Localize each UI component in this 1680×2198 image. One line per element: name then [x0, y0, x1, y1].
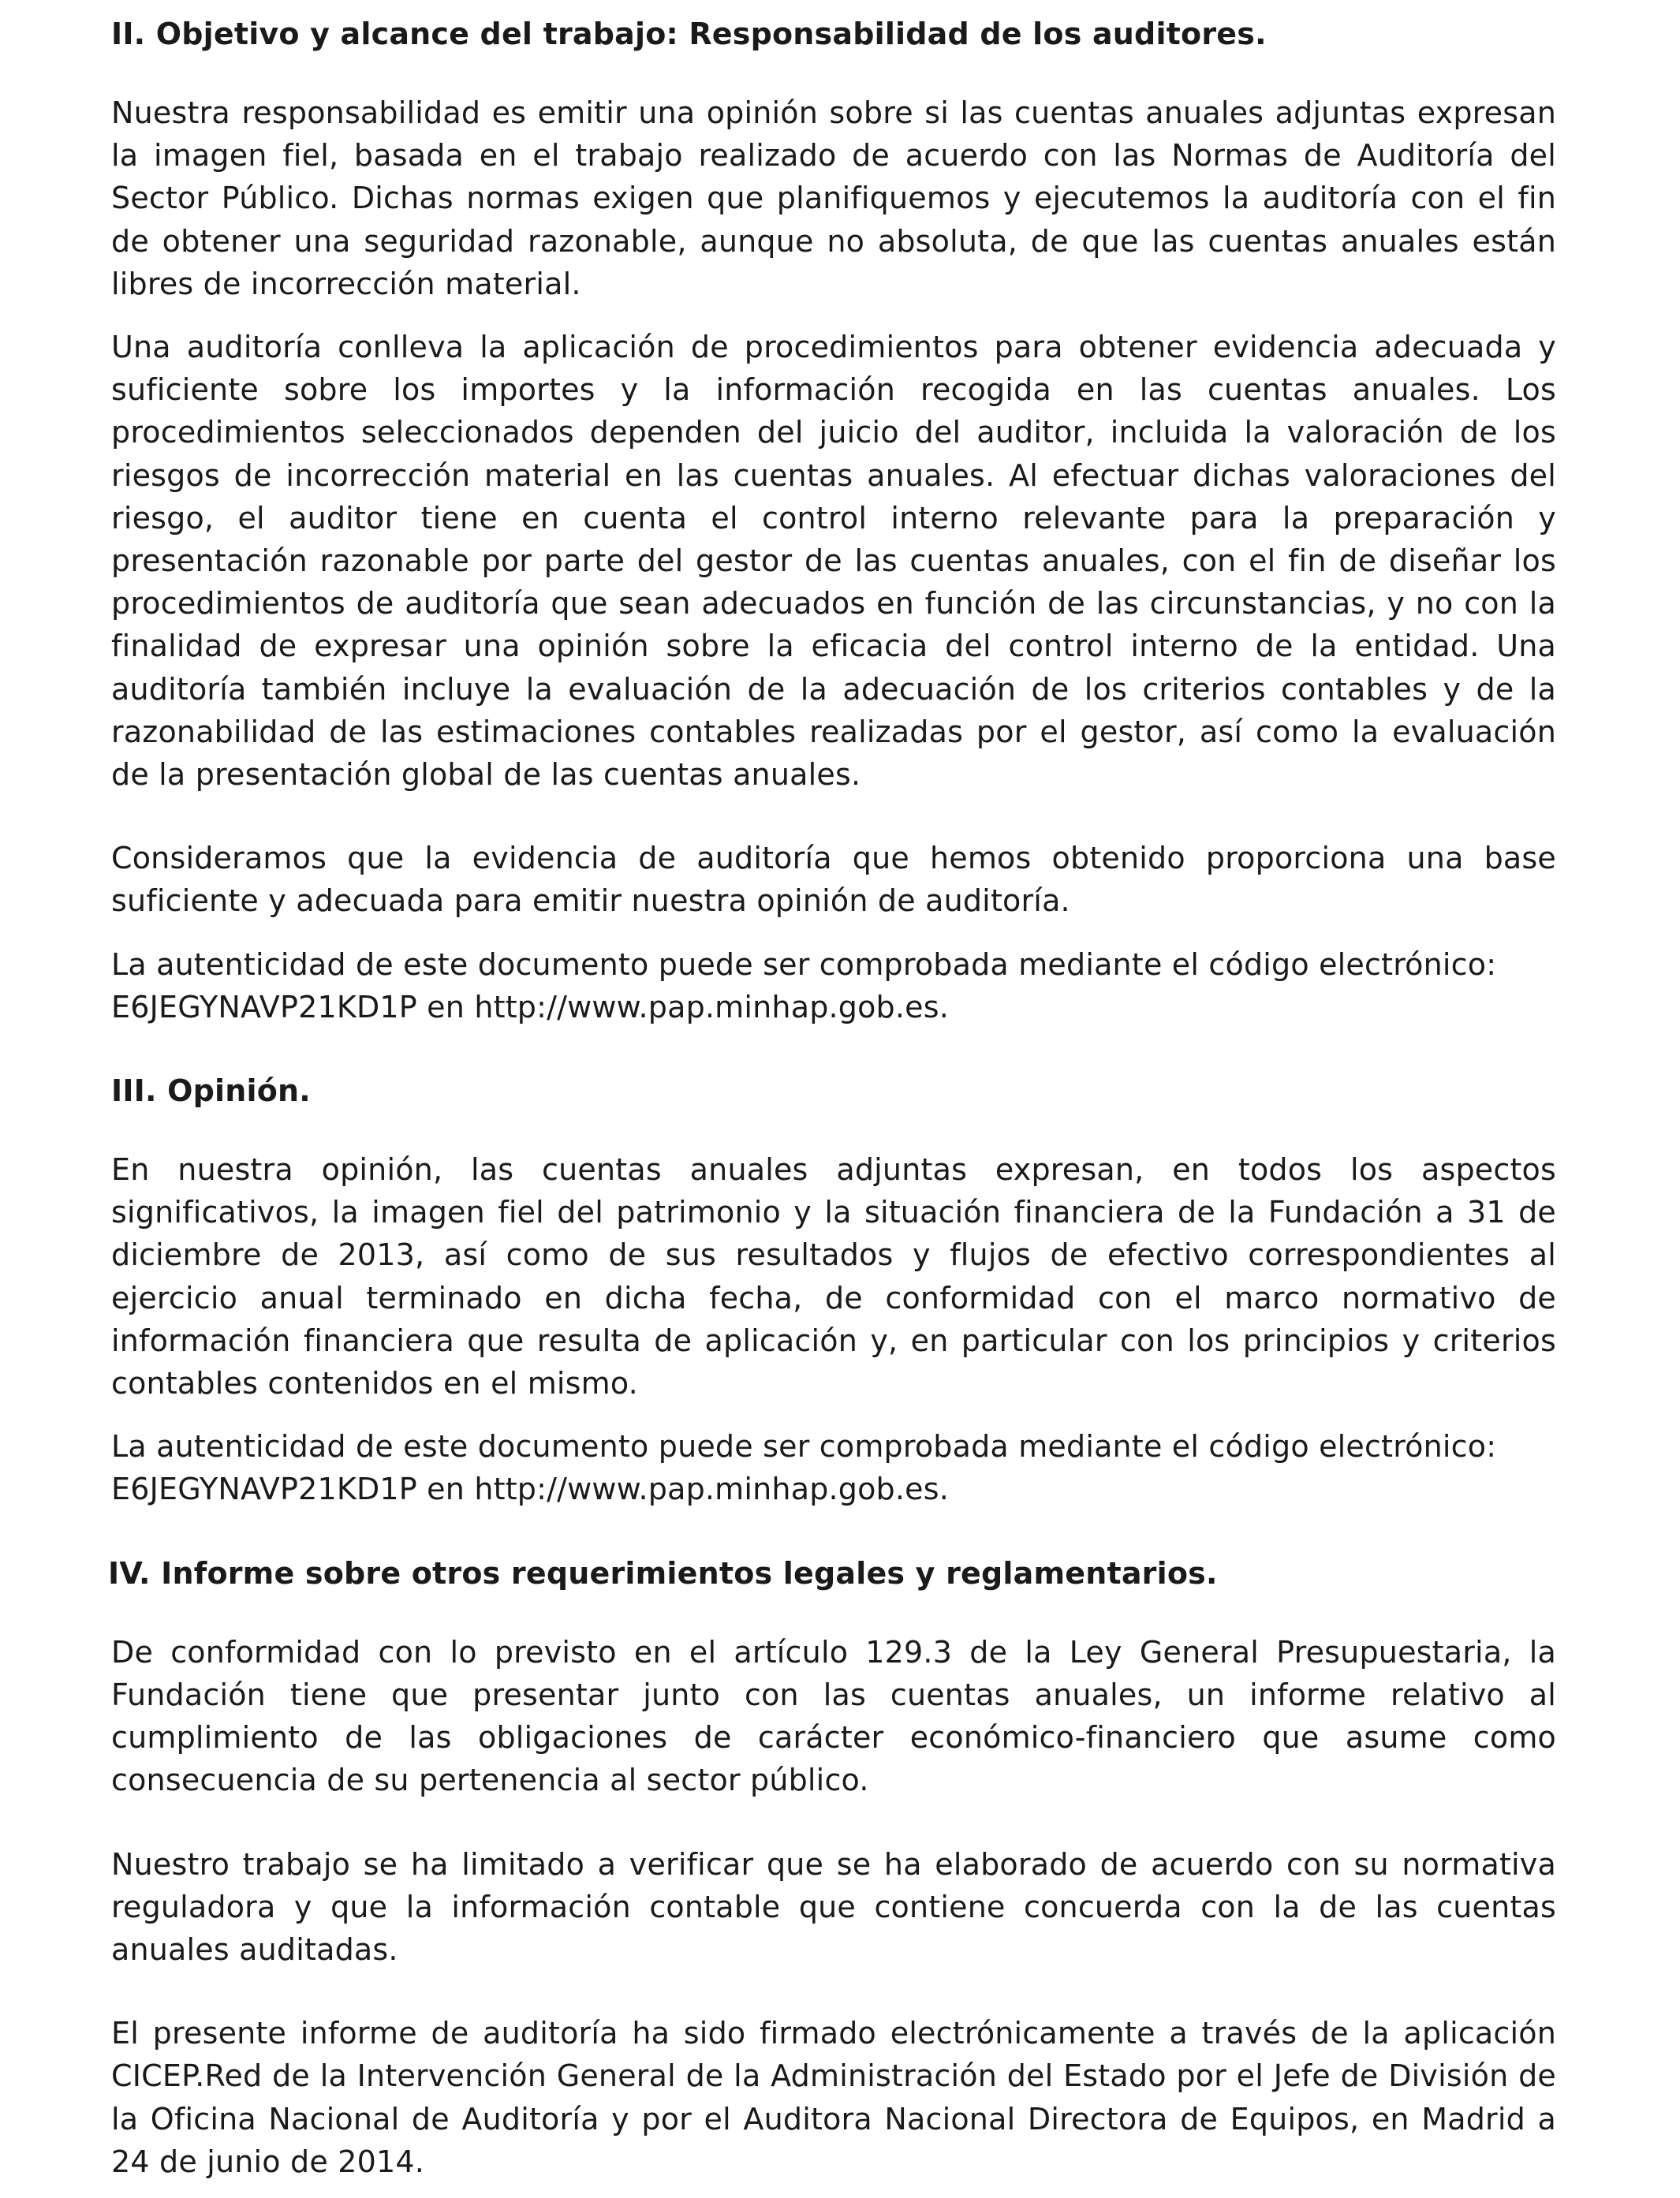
- section-3-paragraph-1: En nuestra opinión, las cuentas anuales adjuntas expresan, en todos los aspectos significativos, la imagen fiel del patrimonio y la situación financiera de la Fundación a 31 de diciembre de 2013, así como de sus resultados y flujos de efectivo correspondientes al ejercicio anual terminado en dicha fecha, de conformidad con el marco normativo de información financiera que resulta de aplicación y, en particular con los principios y criterios contables contenidos en el mismo.: [111, 1152, 1556, 1401]
- section-3-authenticity-note: [111, 1425, 1556, 1510]
- authenticity-text: La autenticidad de este documento puede ser comprobada mediante el código electrónico:: [111, 1429, 1497, 1465]
- section-3-heading: III. Opinión.: [111, 1073, 311, 1109]
- section-4-heading: IV. Informe sobre otros requerimientos legales y reglamentarios.: [108, 1555, 1218, 1591]
- section-4-paragraph-1: De conformidad con lo previsto en el artículo 129.3 de la Ley General Presupuestaria, la Fundación tiene que presentar junto con las cuentas anuales, un informe relativo al cumplimiento de las obligaciones de carácter económico-financiero que asume como consecuencia de su pertenencia al sector público.: [111, 1634, 1556, 1798]
- authenticity-text: La autenticidad de este documento puede ser comprobada mediante el código electrónico:: [111, 946, 1497, 982]
- section-2-authenticity-note: [111, 943, 1556, 1028]
- authenticity-code: E6JEGYNAVP21KD1P en http://www.pap.minhap.gob.es.: [111, 989, 950, 1024]
- section-2-paragraph-2: Una auditoría conlleva la aplicación de procedimientos para obtener evidencia adecuada y suficiente sobre los importes y la información recogida en las cuentas anuales. Los procedimientos seleccionados dependen del juicio del auditor, incluida la valoración de los riesgos de incorrección material en las cuentas anuales. Al efectuar dichas valoraciones del riesgo, el auditor tiene en cuenta el control interno relevante para la preparación y presentación razonable por parte del gestor de las cuentas anuales, con el fin de diseñar los procedimientos de auditoría que sean adecuados en función de las circunstancias, y no con la finalidad de expresar una opinión sobre la eficacia del control interno de la entidad. Una auditoría también incluye la evaluación de la adecuación de los criterios contables y de la razonabilidad de las estimaciones contables realizadas por el gestor, así como la evaluación de la presentación global de las cuentas anuales.: [111, 330, 1556, 793]
- section-4-paragraph-3: El presente informe de auditoría ha sido firmado electrónicamente a través de la aplicación CICEP.Red de la Intervención General de la Administración del Estado por el Jefe de División de la Oficina Nacional de Auditoría y por el Auditora Nacional Directora de Equipos, en Madrid a 24 de junio de 2014.: [111, 2016, 1556, 2179]
- section-2-paragraph-3: Consideramos que la evidencia de auditoría que hemos obtenido proporciona una base suficiente y adecuada para emitir nuestra opinión de auditoría.: [111, 841, 1556, 919]
- section-2-paragraph-1: Nuestra responsabilidad es emitir una opinión sobre si las cuentas anuales adjuntas expresan la imagen fiel, basada en el trabajo realizado de acuerdo con las Normas de Auditoría del Sector Público. Dichas normas exigen que planifiquemos y ejecutemos la auditoría con el fin de obtener una seguridad razonable, aunque no absoluta, de que las cuentas anuales están libres de incorrección material.: [111, 95, 1556, 301]
- authenticity-code: E6JEGYNAVP21KD1P en http://www.pap.minhap.gob.es.: [111, 1472, 950, 1507]
- section-2-heading: II. Objetivo y alcance del trabajo: Responsabilidad de los auditores.: [111, 17, 1267, 51]
- section-4-paragraph-2: Nuestro trabajo se ha limitado a verificar que se ha elaborado de acuerdo con su normativa reguladora y que la información contable que contiene concuerda con la de las cuentas anuales auditadas.: [111, 1846, 1556, 1967]
- document-page: [108, 0, 1556, 2183]
